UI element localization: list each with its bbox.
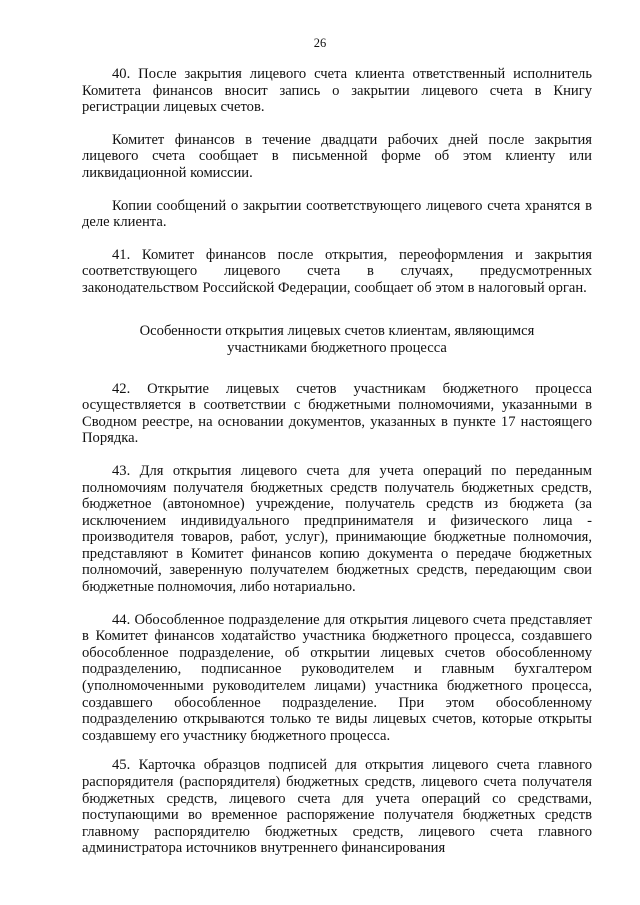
- paragraph-45: 45. Карточка образцов подписей для открытия лицевого счета главного распорядителя (распорядителя) бюджетных средств, лицевого счета получателя бюджетных средств, лицевого счета для учета операций со средствами, поступающими во временное распоряжение получателя бюджетных средств главному распорядителю бюджетных средств, лицевого счета главного администратора источников внутреннего финансирования: [82, 757, 592, 857]
- paragraph-44: 44. Обособленное подразделение для открытия лицевого счета представляет в Комитет финансов ходатайство участника бюджетного процесса, создавшего обособленное подразделение, об открытии лицевых счетов обособленному подразделению, подписанное руководителем и главным бухгалтером (уполномоченными руководителем лицами) участника бюджетного процесса, создавшего обособленное подразделение. При этом обособленному подразделению открываются только те виды лицевых счетов, которые открыты создавшему его участнику бюджетного процесса.: [82, 611, 592, 744]
- paragraph-40: 40. После закрытия лицевого счета клиента ответственный исполнитель Комитета финансов вносит запись о закрытии лицевого счета в Книгу регистрации лицевых счетов.: [82, 66, 592, 116]
- page-number: 26: [313, 36, 327, 50]
- paragraph-41: 41. Комитет финансов после открытия, переоформления и закрытия соответствующего лицевого счета в случаях, предусмотренных законодательством Российской Федерации, сообщает об этом в налоговый орган.: [82, 246, 592, 296]
- paragraph-42: 42. Открытие лицевых счетов участникам бюджетного процесса осуществляется в соответствии с бюджетными полномочиями, указанными в Сводном реестре, на основании документов, указанных в пункте 17 настоящего Порядка.: [82, 380, 592, 447]
- paragraph-40-copies: Копии сообщений о закрытии соответствующего лицевого счета хранятся в деле клиента.: [82, 197, 592, 231]
- paragraph-43: 43. Для открытия лицевого счета для учета операций по переданным полномочиям получателя бюджетных средств получатель бюджетных средств, бюджетное (автономное) учреждение, получатель средств из бюджета (за исключением индивидуального предпринимателя и физического лица - производителя товаров, работ, услуг), принимающие бюджетные полномочия, представляют в Комитет финансов копию документа о передаче бюджетных полномочий, заверенную получателем бюджетных средств, передающим свои бюджетные полномочия, либо нотариально.: [82, 462, 592, 596]
- document-body: [82, 66, 592, 857]
- paragraph-40-notice: Комитет финансов в течение двадцати рабочих дней после закрытия лицевого счета сообщает в письменной форме об этом клиенту или ликвидационной комиссии.: [82, 131, 592, 181]
- section-heading: Особенности открытия лицевых счетов клиентам, являющимся участниками бюджетного процесса: [139, 322, 535, 356]
